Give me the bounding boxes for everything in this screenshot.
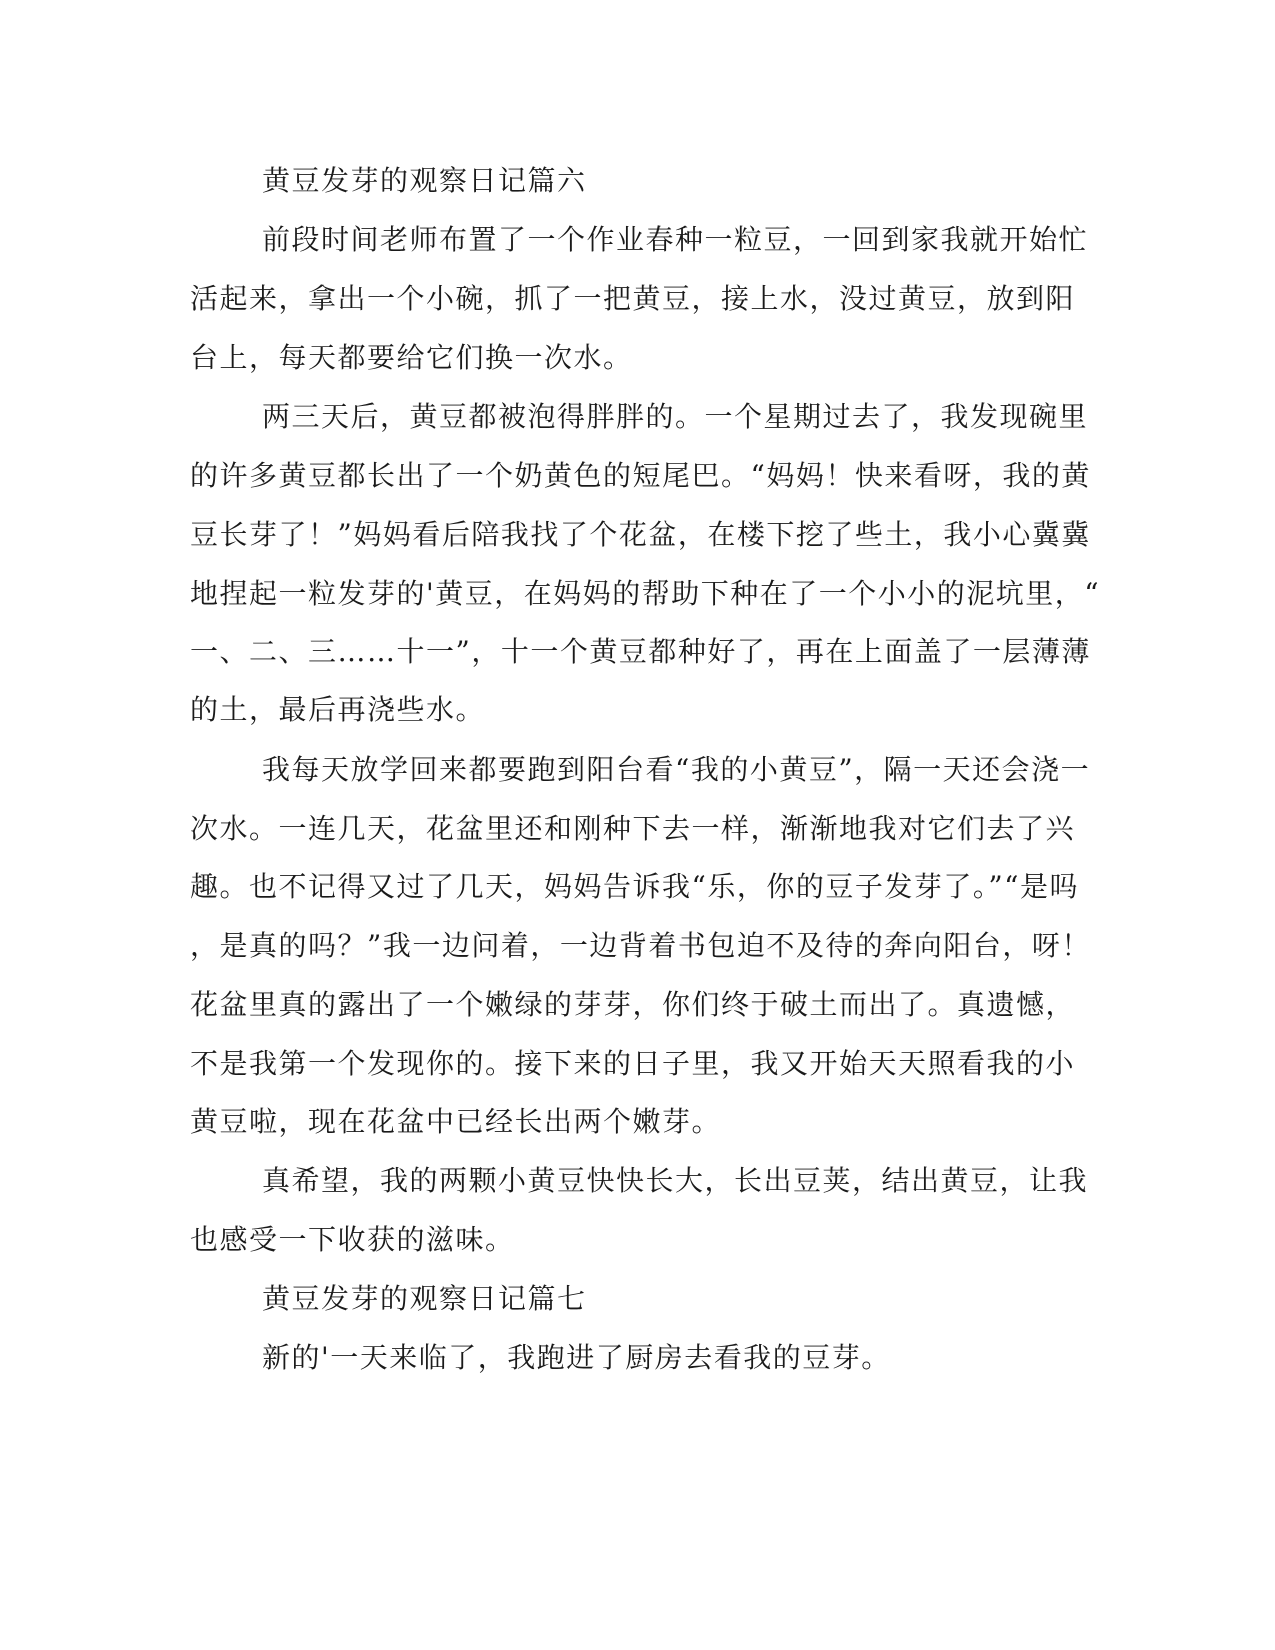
- text-line: 不是我第一个发现你的。接下来的日子里，我又开始天天照看我的小: [190, 1047, 1076, 1080]
- text-line: ，是真的吗？”我一边问着，一边背着书包迫不及待的奔向阳台，呀！: [190, 929, 1091, 962]
- text-line: 我每天放学回来都要跑到阳台看“我的小黄豆”，隔一天还会浇一: [262, 753, 1091, 786]
- section-heading: 黄豆发芽的观察日记篇七: [262, 1282, 587, 1315]
- text-line: 的许多黄豆都长出了一个奶黄色的短尾巴。“妈妈！快来看呀，我的黄: [190, 459, 1091, 492]
- text-line: 次水。一连几天，花盆里还和刚种下去一样，渐渐地我对它们去了兴: [190, 812, 1076, 845]
- section-heading: 黄豆发芽的观察日记篇六: [262, 164, 587, 197]
- text-line: 真希望，我的两颗小黄豆快快长大，长出豆荚，结出黄豆，让我: [262, 1164, 1089, 1197]
- text-line: 也感受一下收获的滋味。: [190, 1223, 515, 1256]
- text-line: 活起来，拿出一个小碗，抓了一把黄豆，接上水，没过黄豆，放到阳: [190, 282, 1076, 315]
- text-line: 前段时间老师布置了一个作业春种一粒豆，一回到家我就开始忙: [262, 223, 1089, 256]
- text-line: 新的'一天来临了，我跑进了厨房去看我的豆芽。: [262, 1341, 891, 1374]
- text-line: 豆长芽了！”妈妈看后陪我找了个花盆，在楼下挖了些土，我小心冀冀: [190, 518, 1091, 551]
- text-line: 两三天后，黄豆都被泡得胖胖的。一个星期过去了，我发现碗里: [262, 400, 1089, 433]
- text-line: 趣。也不记得又过了几天，妈妈告诉我“乐，你的豆子发芽了。”“是吗: [190, 870, 1079, 903]
- text-line: 花盆里真的露出了一个嫩绿的芽芽，你们终于破土而出了。真遗憾，: [190, 988, 1076, 1021]
- text-line: 地捏起一粒发芽的'黄豆，在妈妈的帮助下种在了一个小小的泥坑里，“: [190, 577, 1101, 610]
- text-line: 的土，最后再浇些水。: [190, 693, 486, 726]
- text-line: 一、二、三……十一”，十一个黄豆都种好了，再在上面盖了一层薄薄: [190, 635, 1091, 668]
- text-line: 台上，每天都要给它们换一次水。: [190, 341, 633, 374]
- text-line: 黄豆啦，现在花盆中已经长出两个嫩芽。: [190, 1105, 722, 1138]
